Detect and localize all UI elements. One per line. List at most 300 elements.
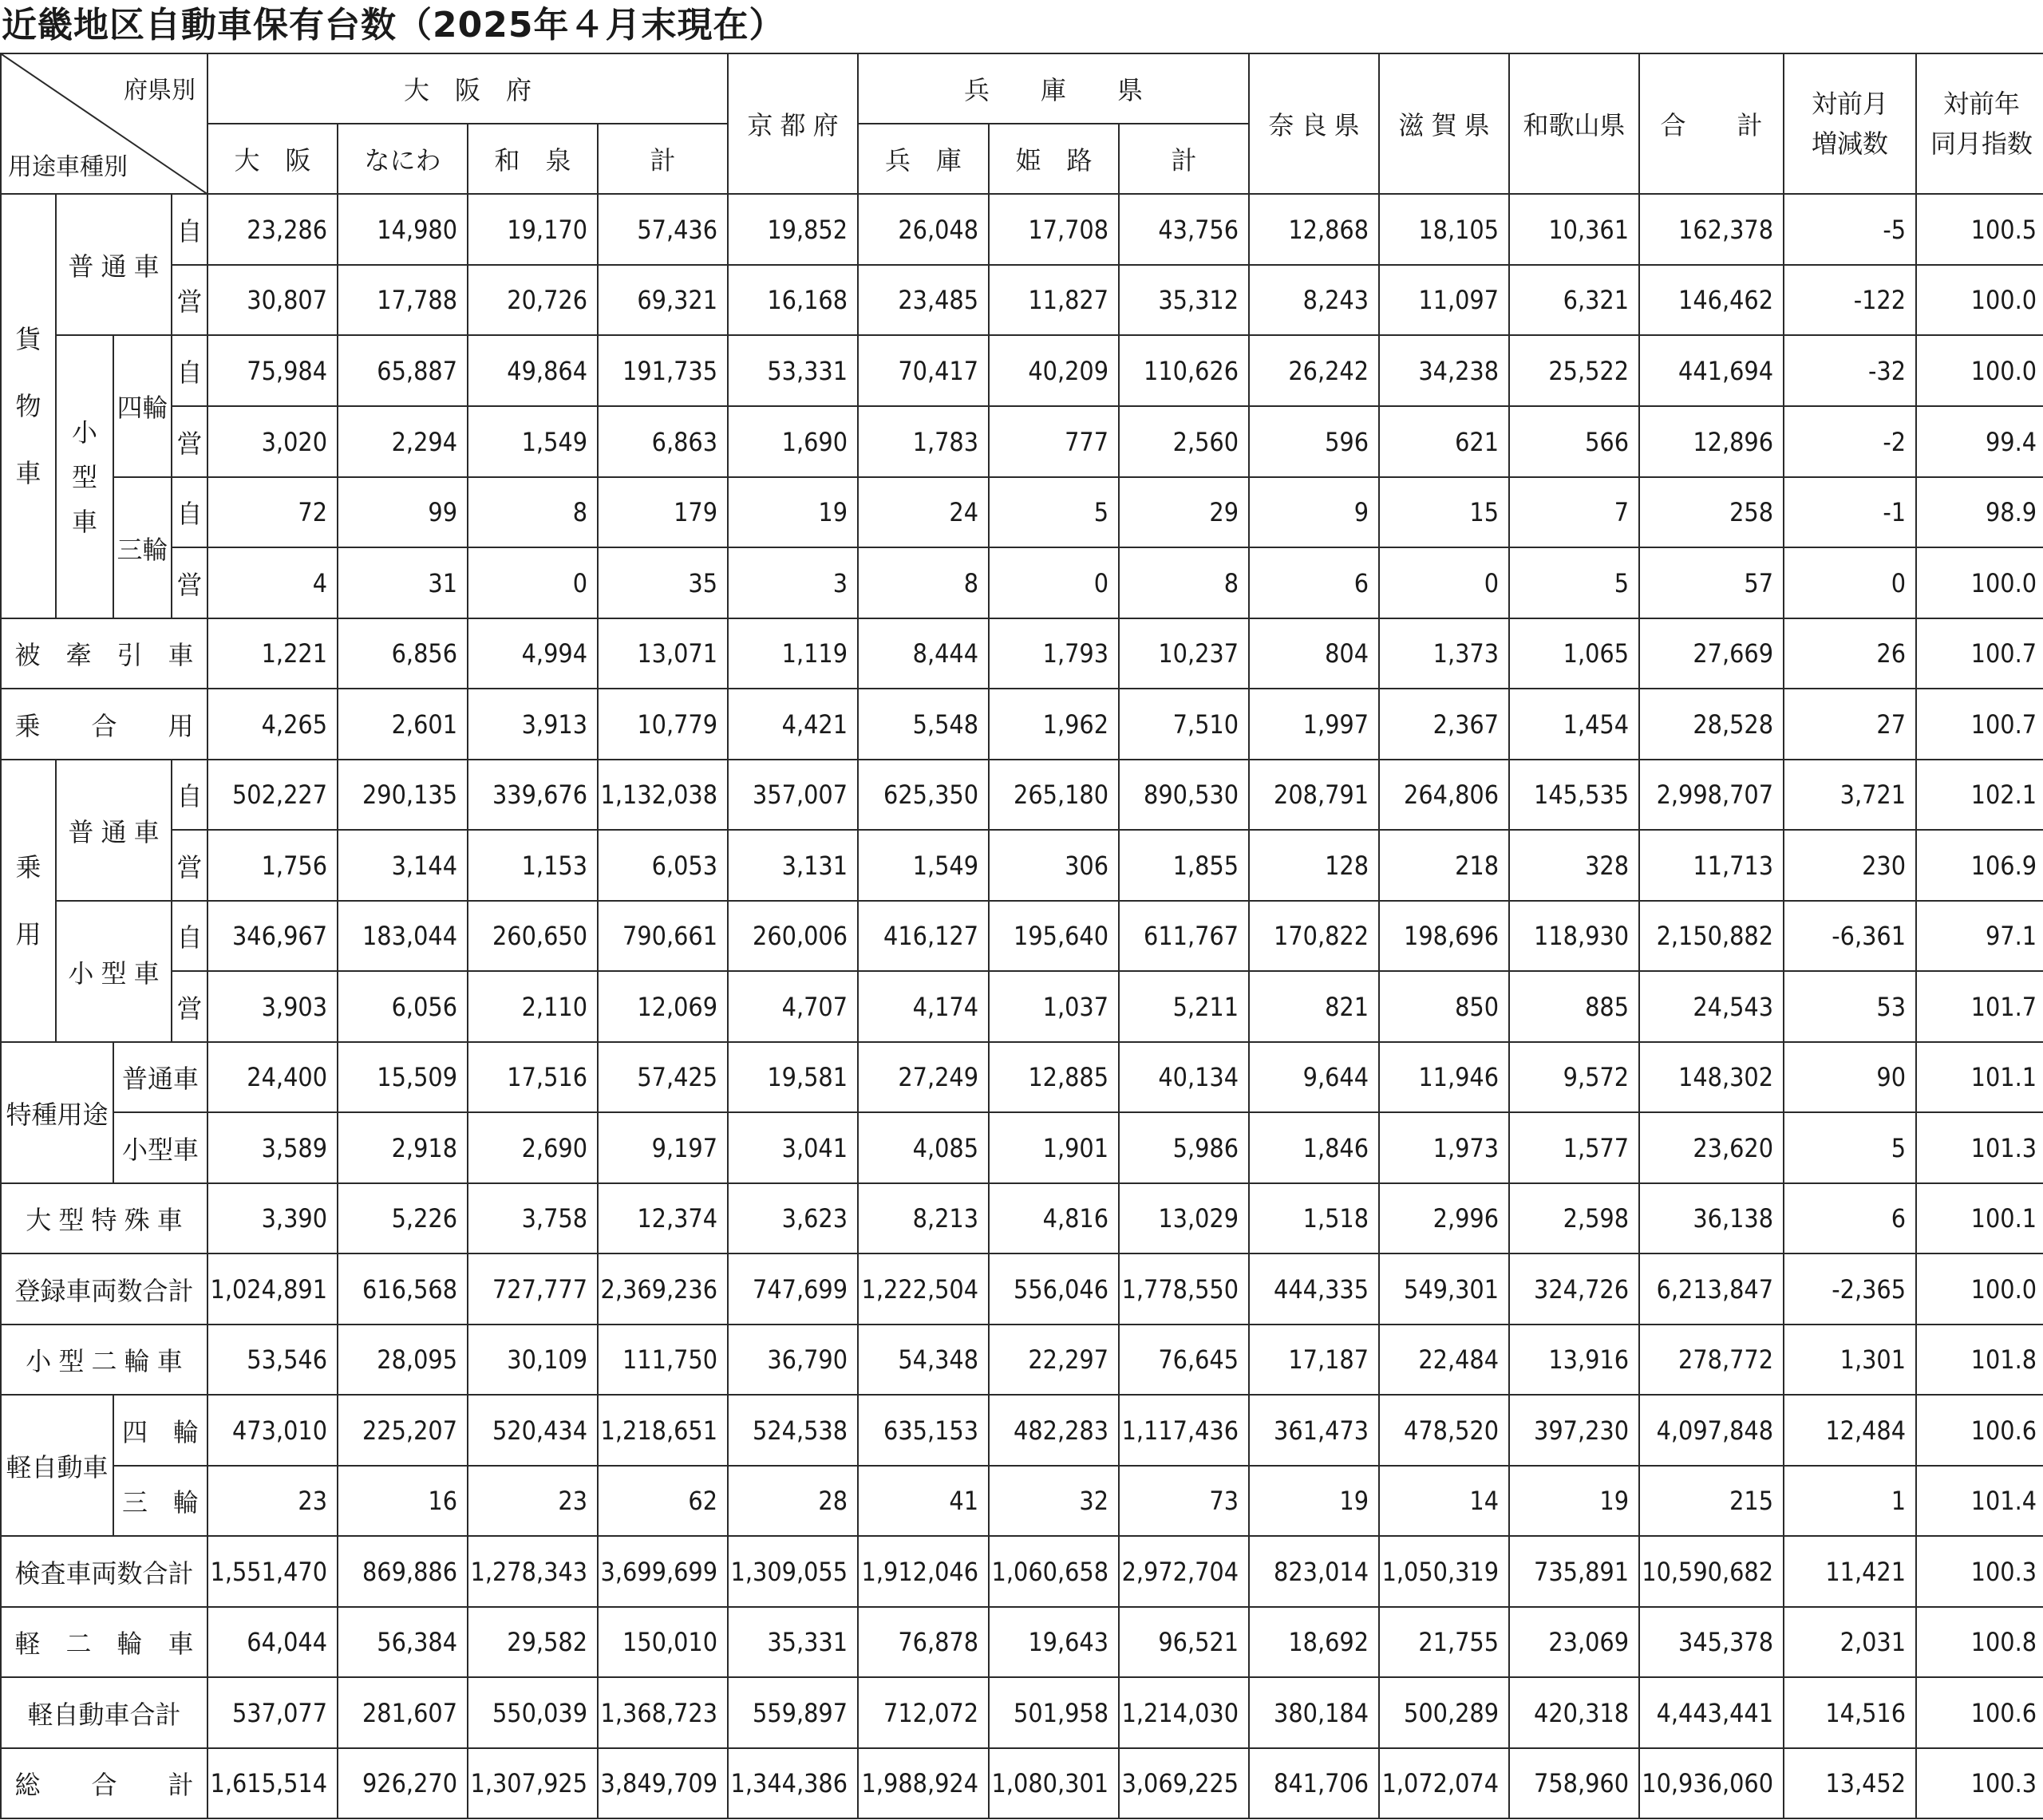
page-title: 近畿地区自動車保有台数（2025年４月末現在） [2, 5, 785, 45]
cell-kyoto: 35,331 [728, 1607, 858, 1677]
cell-nara: 380,184 [1249, 1677, 1379, 1748]
cell-mom-change: 1 [1784, 1466, 1916, 1536]
cell-hyogo: 41 [858, 1466, 989, 1536]
cell-mom-change: 53 [1784, 971, 1916, 1042]
cell-total: 6,213,847 [1639, 1253, 1784, 1325]
cell-osaka-total: 790,661 [598, 901, 728, 971]
cell-himeji: 0 [989, 547, 1119, 618]
cell-shiga: 621 [1379, 406, 1509, 477]
cell-shiga: 1,973 [1379, 1112, 1509, 1183]
cell-wakayama: 735,891 [1509, 1536, 1639, 1607]
table-row [1, 547, 2043, 618]
cell-osaka-total: 62 [598, 1466, 728, 1536]
cell-osaka-total: 1,218,651 [598, 1395, 728, 1466]
label-self: 自 [172, 194, 207, 265]
header-hyogo: 兵 庫 [858, 124, 989, 194]
header-yoy-line2: 同月指数 [1930, 128, 2033, 159]
table-row [1, 1748, 2043, 1818]
cell-total: 441,694 [1639, 335, 1784, 406]
cell-kyoto: 3,131 [728, 830, 858, 901]
cell-osaka: 23,286 [207, 194, 338, 265]
cell-mom-change: 26 [1784, 618, 1916, 689]
cell-shiga: 1,373 [1379, 618, 1509, 689]
cell-total: 148,302 [1639, 1042, 1784, 1112]
cell-osaka: 1,615,514 [207, 1748, 338, 1818]
header-osaka: 大 阪 [207, 124, 338, 194]
cell-himeji: 11,827 [989, 265, 1119, 335]
cell-total: 215 [1639, 1466, 1784, 1536]
cell-shiga: 11,946 [1379, 1042, 1509, 1112]
cell-osaka: 4,265 [207, 689, 338, 760]
cell-wakayama: 1,577 [1509, 1112, 1639, 1183]
cell-osaka-total: 69,321 [598, 265, 728, 335]
label-kei-three: 三 輪 [113, 1466, 207, 1536]
cell-kyoto: 36,790 [728, 1325, 858, 1395]
cell-mom-change: -1 [1784, 477, 1916, 547]
cell-total: 2,150,882 [1639, 901, 1784, 971]
header-row-1 [1, 53, 2043, 124]
corner-vehicle-type-label: 用途車種別 [8, 153, 128, 181]
cell-total: 2,998,707 [1639, 760, 1784, 830]
cell-osaka-total: 3,699,699 [598, 1536, 728, 1607]
cell-hyogo-total: 1,855 [1119, 830, 1249, 901]
table-row [1, 1325, 2043, 1395]
cell-yoy-index: 100.5 [1916, 194, 2043, 265]
cell-naniwa: 5,226 [338, 1183, 468, 1253]
cell-hyogo: 625,350 [858, 760, 989, 830]
cell-hyogo: 54,348 [858, 1325, 989, 1395]
label-passenger-regular: 普 通 車 [56, 760, 172, 901]
cell-naniwa: 99 [338, 477, 468, 547]
cell-hyogo-total: 5,986 [1119, 1112, 1249, 1183]
cell-wakayama: 9,572 [1509, 1042, 1639, 1112]
cell-himeji: 556,046 [989, 1253, 1119, 1325]
cell-yoy-index: 100.8 [1916, 1607, 2043, 1677]
cell-izumi: 1,153 [468, 830, 598, 901]
cell-himeji: 777 [989, 406, 1119, 477]
cell-mom-change: -122 [1784, 265, 1916, 335]
cell-shiga: 11,097 [1379, 265, 1509, 335]
cell-naniwa: 2,294 [338, 406, 468, 477]
cell-total: 27,669 [1639, 618, 1784, 689]
cell-naniwa: 2,918 [338, 1112, 468, 1183]
cell-izumi: 23 [468, 1466, 598, 1536]
cell-yoy-index: 100.6 [1916, 1395, 2043, 1466]
cell-shiga: 15 [1379, 477, 1509, 547]
cell-nara: 821 [1249, 971, 1379, 1042]
label-small-two-wheel: 小 型 二 輪 車 [1, 1325, 207, 1395]
cell-wakayama: 1,065 [1509, 618, 1639, 689]
cell-shiga: 500,289 [1379, 1677, 1509, 1748]
cell-mom-change: 3,721 [1784, 760, 1916, 830]
label-passenger: 乗 用 [1, 760, 56, 1042]
cell-kyoto: 19 [728, 477, 858, 547]
cell-osaka-total: 191,735 [598, 335, 728, 406]
cell-hyogo-total: 890,530 [1119, 760, 1249, 830]
cell-izumi: 2,690 [468, 1112, 598, 1183]
cell-izumi: 1,278,343 [468, 1536, 598, 1607]
cell-kyoto: 3,623 [728, 1183, 858, 1253]
cell-mom-change: 2,031 [1784, 1607, 1916, 1677]
cell-nara: 18,692 [1249, 1607, 1379, 1677]
cell-naniwa: 17,788 [338, 265, 468, 335]
table-row [1, 1395, 2043, 1466]
cell-hyogo: 1,912,046 [858, 1536, 989, 1607]
cell-yoy-index: 100.6 [1916, 1677, 2043, 1748]
cell-wakayama: 324,726 [1509, 1253, 1639, 1325]
cell-himeji: 1,080,301 [989, 1748, 1119, 1818]
cell-himeji: 195,640 [989, 901, 1119, 971]
label-inspected-total: 検査車両数合計 [1, 1536, 207, 1607]
cell-nara: 1,997 [1249, 689, 1379, 760]
label-self: 自 [172, 477, 207, 547]
cell-yoy-index: 101.1 [1916, 1042, 2043, 1112]
cell-hyogo-total: 2,560 [1119, 406, 1249, 477]
cell-himeji: 4,816 [989, 1183, 1119, 1253]
cell-yoy-index: 100.1 [1916, 1183, 2043, 1253]
cell-nara: 26,242 [1249, 335, 1379, 406]
cell-hyogo: 24 [858, 477, 989, 547]
cell-yoy-index: 100.7 [1916, 618, 2043, 689]
cell-naniwa: 6,056 [338, 971, 468, 1042]
cell-total: 278,772 [1639, 1325, 1784, 1395]
label-kei: 軽自動車 [1, 1395, 113, 1536]
cell-osaka: 72 [207, 477, 338, 547]
cell-total: 11,713 [1639, 830, 1784, 901]
table-row [1, 1607, 2043, 1677]
cell-hyogo-total: 40,134 [1119, 1042, 1249, 1112]
cell-hyogo: 635,153 [858, 1395, 989, 1466]
cell-osaka-total: 1,132,038 [598, 760, 728, 830]
label-special-use: 特種用途 [1, 1042, 113, 1183]
table-row [1, 830, 2043, 901]
cell-izumi: 3,913 [468, 689, 598, 760]
cell-naniwa: 3,144 [338, 830, 468, 901]
cell-yoy-index: 98.9 [1916, 477, 2043, 547]
cell-wakayama: 145,535 [1509, 760, 1639, 830]
cell-shiga: 1,072,074 [1379, 1748, 1509, 1818]
table-row [1, 689, 2043, 760]
cell-osaka: 24,400 [207, 1042, 338, 1112]
cell-himeji: 501,958 [989, 1677, 1119, 1748]
header-osaka-total: 計 [598, 124, 728, 194]
cell-nara: 9,644 [1249, 1042, 1379, 1112]
cell-mom-change: 0 [1784, 547, 1916, 618]
cell-mom-change: -2,365 [1784, 1253, 1916, 1325]
label-business: 営 [172, 406, 207, 477]
cell-naniwa: 281,607 [338, 1677, 468, 1748]
cell-total: 146,462 [1639, 265, 1784, 335]
label-towed: 被 牽 引 車 [1, 618, 207, 689]
cell-naniwa: 869,886 [338, 1536, 468, 1607]
cell-izumi: 29,582 [468, 1607, 598, 1677]
cell-total: 28,528 [1639, 689, 1784, 760]
cell-total: 345,378 [1639, 1607, 1784, 1677]
cell-yoy-index: 100.0 [1916, 1253, 2043, 1325]
cell-hyogo: 1,988,924 [858, 1748, 989, 1818]
cell-izumi: 20,726 [468, 265, 598, 335]
cell-wakayama: 2,598 [1509, 1183, 1639, 1253]
cell-hyogo: 26,048 [858, 194, 989, 265]
cell-osaka-total: 2,369,236 [598, 1253, 728, 1325]
cell-osaka: 1,024,891 [207, 1253, 338, 1325]
cell-naniwa: 56,384 [338, 1607, 468, 1677]
cell-total: 23,620 [1639, 1112, 1784, 1183]
header-kyoto: 京 都 府 [728, 53, 858, 194]
cell-osaka-total: 10,779 [598, 689, 728, 760]
cell-total: 57 [1639, 547, 1784, 618]
cell-wakayama: 118,930 [1509, 901, 1639, 971]
cell-osaka: 537,077 [207, 1677, 338, 1748]
cell-naniwa: 16 [338, 1466, 468, 1536]
table-row [1, 1677, 2043, 1748]
cell-total: 36,138 [1639, 1183, 1784, 1253]
cell-izumi: 727,777 [468, 1253, 598, 1325]
table-row [1, 406, 2043, 477]
cell-naniwa: 6,856 [338, 618, 468, 689]
cell-himeji: 1,060,658 [989, 1536, 1119, 1607]
cell-shiga: 1,050,319 [1379, 1536, 1509, 1607]
cell-shiga: 14 [1379, 1466, 1509, 1536]
header-shiga: 滋 賀 県 [1379, 53, 1509, 194]
cell-hyogo: 4,174 [858, 971, 989, 1042]
table-row [1, 1466, 2043, 1536]
header-hyogo-total: 計 [1119, 124, 1249, 194]
cell-mom-change: -32 [1784, 335, 1916, 406]
cell-hyogo-total: 8 [1119, 547, 1249, 618]
cell-kyoto: 524,538 [728, 1395, 858, 1466]
label-special-small: 小型車 [113, 1112, 207, 1183]
cell-izumi: 0 [468, 547, 598, 618]
header-osaka-pref: 大 阪 府 [207, 53, 728, 124]
cell-hyogo: 4,085 [858, 1112, 989, 1183]
label-business: 営 [172, 830, 207, 901]
cell-himeji: 306 [989, 830, 1119, 901]
cell-yoy-index: 100.3 [1916, 1536, 2043, 1607]
cell-naniwa: 15,509 [338, 1042, 468, 1112]
table-row [1, 1112, 2043, 1183]
label-bus: 乗 合 用 [1, 689, 207, 760]
cell-nara: 9 [1249, 477, 1379, 547]
cell-hyogo: 416,127 [858, 901, 989, 971]
cell-hyogo: 712,072 [858, 1677, 989, 1748]
cell-naniwa: 290,135 [338, 760, 468, 830]
cell-hyogo: 70,417 [858, 335, 989, 406]
cell-wakayama: 6,321 [1509, 265, 1639, 335]
cell-hyogo: 27,249 [858, 1042, 989, 1112]
cell-hyogo-total: 611,767 [1119, 901, 1249, 971]
cell-mom-change: 230 [1784, 830, 1916, 901]
cell-wakayama: 10,361 [1509, 194, 1639, 265]
cell-osaka: 53,546 [207, 1325, 338, 1395]
cell-naniwa: 616,568 [338, 1253, 468, 1325]
cell-nara: 841,706 [1249, 1748, 1379, 1818]
cell-mom-change: 5 [1784, 1112, 1916, 1183]
cell-hyogo-total: 7,510 [1119, 689, 1249, 760]
cell-nara: 208,791 [1249, 760, 1379, 830]
cell-izumi: 49,864 [468, 335, 598, 406]
cell-yoy-index: 100.7 [1916, 689, 2043, 760]
cell-izumi: 260,650 [468, 901, 598, 971]
cell-mom-change: 11,421 [1784, 1536, 1916, 1607]
cell-wakayama: 7 [1509, 477, 1639, 547]
cell-osaka-total: 12,069 [598, 971, 728, 1042]
cell-wakayama: 23,069 [1509, 1607, 1639, 1677]
label-self: 自 [172, 760, 207, 830]
cell-kyoto: 260,006 [728, 901, 858, 971]
cell-hyogo-total: 2,972,704 [1119, 1536, 1249, 1607]
cell-wakayama: 397,230 [1509, 1395, 1639, 1466]
cell-mom-change: 6 [1784, 1183, 1916, 1253]
cell-mom-change: 90 [1784, 1042, 1916, 1112]
cell-himeji: 22,297 [989, 1325, 1119, 1395]
cell-hyogo: 23,485 [858, 265, 989, 335]
cell-osaka: 1,551,470 [207, 1536, 338, 1607]
cell-hyogo-total: 29 [1119, 477, 1249, 547]
cell-shiga: 198,696 [1379, 901, 1509, 971]
cell-himeji: 1,793 [989, 618, 1119, 689]
cell-izumi: 339,676 [468, 760, 598, 830]
cell-shiga: 2,367 [1379, 689, 1509, 760]
cell-total: 4,097,848 [1639, 1395, 1784, 1466]
label-grand-total: 総 合 計 [1, 1748, 207, 1818]
cell-kyoto: 3,041 [728, 1112, 858, 1183]
cell-hyogo: 1,222,504 [858, 1253, 989, 1325]
cell-osaka-total: 57,425 [598, 1042, 728, 1112]
cell-nara: 1,518 [1249, 1183, 1379, 1253]
cell-kyoto: 1,344,386 [728, 1748, 858, 1818]
cell-izumi: 3,758 [468, 1183, 598, 1253]
label-cargo-small: 小 型 車 [56, 335, 113, 618]
cell-osaka-total: 57,436 [598, 194, 728, 265]
table-row [1, 901, 2043, 971]
vehicle-count-table [0, 53, 2043, 1819]
cell-nara: 12,868 [1249, 194, 1379, 265]
table-row [1, 1042, 2043, 1112]
header-hyogo-pref: 兵 庫 県 [858, 53, 1249, 124]
cell-kyoto: 4,421 [728, 689, 858, 760]
cell-himeji: 5 [989, 477, 1119, 547]
label-self: 自 [172, 901, 207, 971]
cell-osaka: 64,044 [207, 1607, 338, 1677]
cell-kyoto: 53,331 [728, 335, 858, 406]
cell-hyogo: 8,213 [858, 1183, 989, 1253]
cell-wakayama: 885 [1509, 971, 1639, 1042]
cell-osaka-total: 1,368,723 [598, 1677, 728, 1748]
cell-mom-change: 14,516 [1784, 1677, 1916, 1748]
cell-shiga: 218 [1379, 830, 1509, 901]
table-row [1, 760, 2043, 830]
cell-mom-change: -6,361 [1784, 901, 1916, 971]
cell-shiga: 18,105 [1379, 194, 1509, 265]
cell-osaka-total: 111,750 [598, 1325, 728, 1395]
cell-hyogo-total: 3,069,225 [1119, 1748, 1249, 1818]
cell-yoy-index: 99.4 [1916, 406, 2043, 477]
cell-wakayama: 420,318 [1509, 1677, 1639, 1748]
cell-nara: 19 [1249, 1466, 1379, 1536]
cell-total: 10,936,060 [1639, 1748, 1784, 1818]
header-month-over-month [1784, 53, 1916, 194]
header-wakayama: 和歌山県 [1509, 53, 1639, 194]
cell-naniwa: 14,980 [338, 194, 468, 265]
cell-naniwa: 65,887 [338, 335, 468, 406]
cell-naniwa: 926,270 [338, 1748, 468, 1818]
cell-nara: 17,187 [1249, 1325, 1379, 1395]
cell-osaka: 3,390 [207, 1183, 338, 1253]
table-row [1, 971, 2043, 1042]
cell-naniwa: 28,095 [338, 1325, 468, 1395]
cell-hyogo-total: 1,214,030 [1119, 1677, 1249, 1748]
cell-mom-change: -5 [1784, 194, 1916, 265]
cell-yoy-index: 100.0 [1916, 335, 2043, 406]
cell-hyogo: 76,878 [858, 1607, 989, 1677]
table-row [1, 477, 2043, 547]
cell-nara: 170,822 [1249, 901, 1379, 971]
cell-hyogo-total: 110,626 [1119, 335, 1249, 406]
cell-shiga: 22,484 [1379, 1325, 1509, 1395]
cell-naniwa: 31 [338, 547, 468, 618]
cell-naniwa: 225,207 [338, 1395, 468, 1466]
cell-osaka: 3,020 [207, 406, 338, 477]
cell-nara: 823,014 [1249, 1536, 1379, 1607]
cell-hyogo-total: 1,778,550 [1119, 1253, 1249, 1325]
cell-osaka-total: 12,374 [598, 1183, 728, 1253]
table-row [1, 1183, 2043, 1253]
cell-total: 4,443,441 [1639, 1677, 1784, 1748]
header-year-over-year [1916, 53, 2043, 194]
cell-total: 10,590,682 [1639, 1536, 1784, 1607]
cell-osaka-total: 150,010 [598, 1607, 728, 1677]
table-row [1, 618, 2043, 689]
cell-izumi: 1,307,925 [468, 1748, 598, 1818]
cell-hyogo-total: 10,237 [1119, 618, 1249, 689]
label-business: 営 [172, 265, 207, 335]
header-mom-line2: 増減数 [1812, 128, 1889, 159]
cell-osaka-total: 35 [598, 547, 728, 618]
cell-shiga: 21,755 [1379, 1607, 1509, 1677]
header-nara: 奈 良 県 [1249, 53, 1379, 194]
cell-total: 162,378 [1639, 194, 1784, 265]
cell-nara: 804 [1249, 618, 1379, 689]
cell-izumi: 30,109 [468, 1325, 598, 1395]
cell-wakayama: 758,960 [1509, 1748, 1639, 1818]
cell-wakayama: 19 [1509, 1466, 1639, 1536]
cell-yoy-index: 101.4 [1916, 1466, 2043, 1536]
label-business: 営 [172, 971, 207, 1042]
cell-total: 258 [1639, 477, 1784, 547]
cell-osaka: 1,221 [207, 618, 338, 689]
cell-wakayama: 5 [1509, 547, 1639, 618]
cell-hyogo: 8 [858, 547, 989, 618]
label-cargo-regular: 普 通 車 [56, 194, 172, 335]
label-kei-two-wheel: 軽 二 輪 車 [1, 1607, 207, 1677]
cell-osaka: 502,227 [207, 760, 338, 830]
header-total: 合 計 [1639, 53, 1784, 194]
cell-yoy-index: 102.1 [1916, 760, 2043, 830]
label-kei-four: 四 輪 [113, 1395, 207, 1466]
table-row [1, 194, 2043, 265]
cell-yoy-index: 100.3 [1916, 1748, 2043, 1818]
corner-cell [1, 53, 207, 194]
cell-himeji: 12,885 [989, 1042, 1119, 1112]
cell-kyoto: 28 [728, 1466, 858, 1536]
cell-wakayama: 25,522 [1509, 335, 1639, 406]
cell-osaka-total: 179 [598, 477, 728, 547]
cell-izumi: 8 [468, 477, 598, 547]
cell-kyoto: 16,168 [728, 265, 858, 335]
header-yoy-line1: 対前年 [1943, 89, 2021, 119]
cell-hyogo: 5,548 [858, 689, 989, 760]
